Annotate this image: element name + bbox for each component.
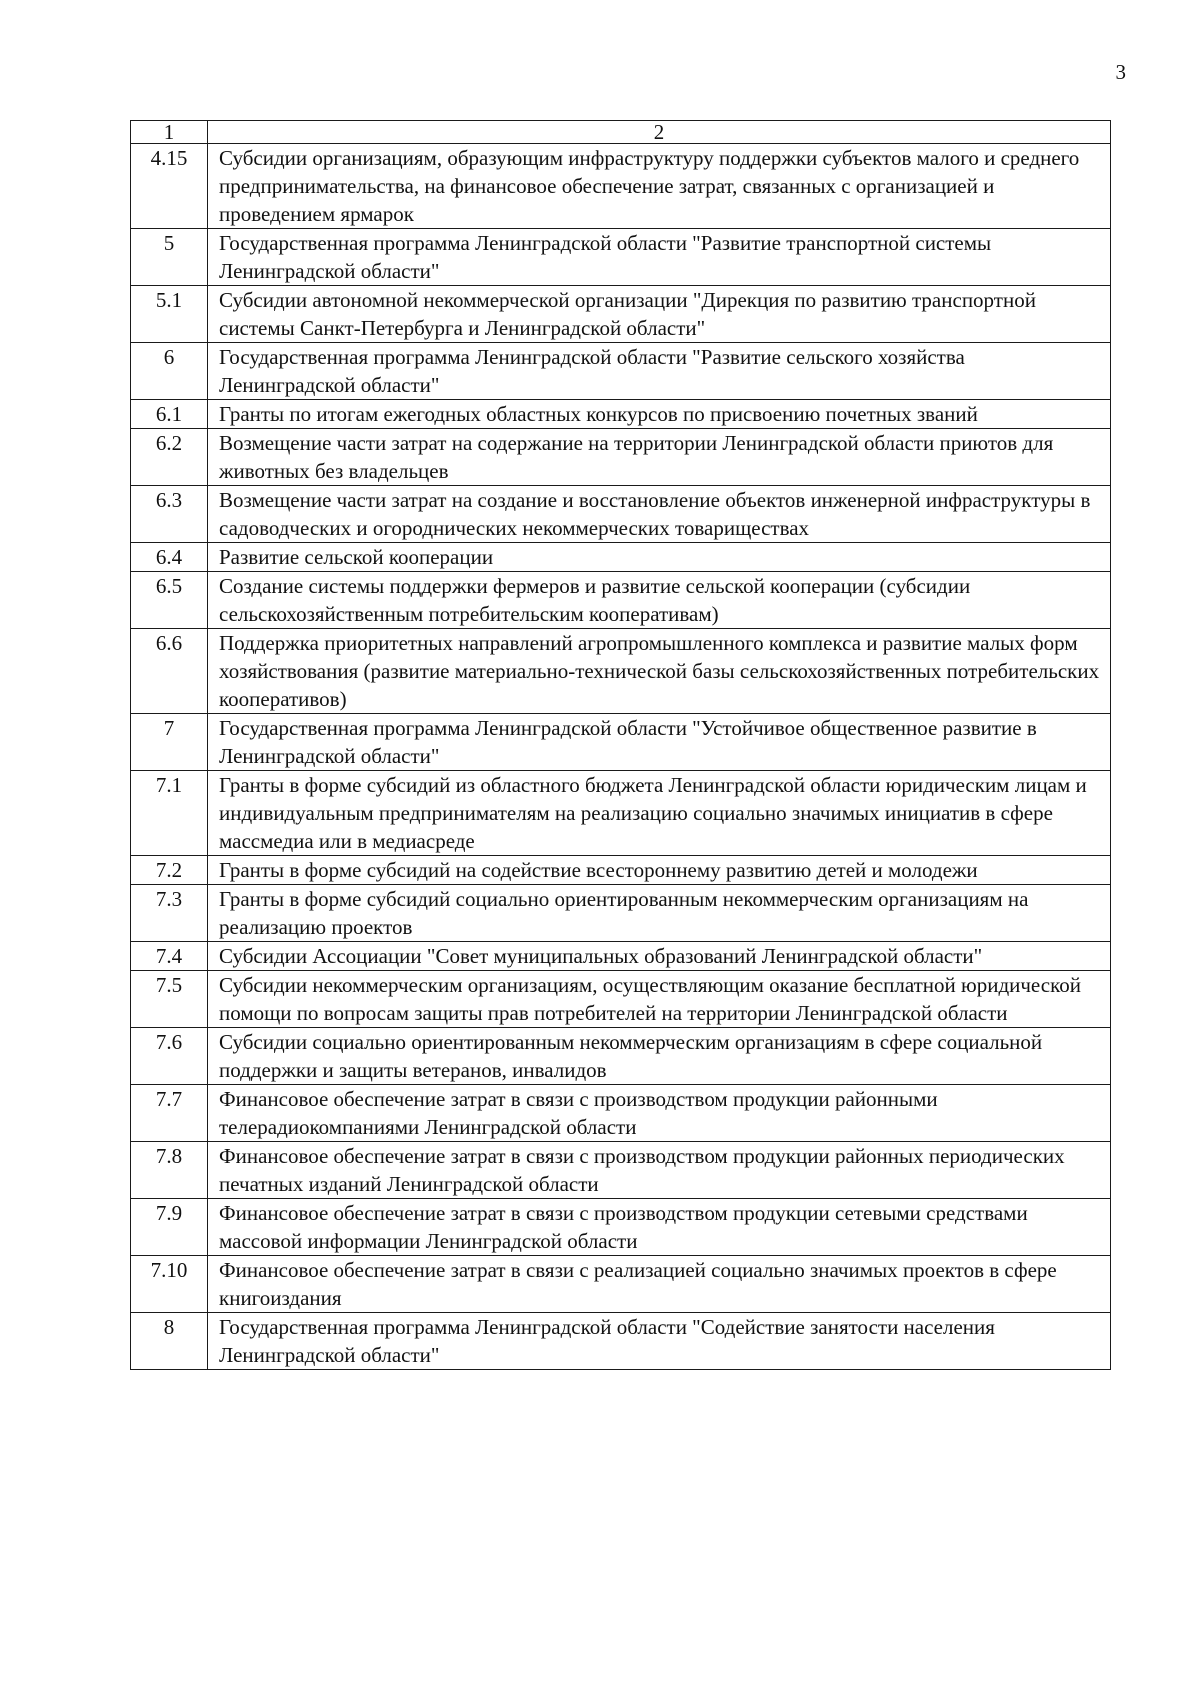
table-row [131,971,1111,1028]
table-row [131,286,1111,343]
row-description-cell: Гранты по итогам ежегодных областных конкурсов по присвоению почетных званий [208,400,1111,429]
row-description-cell: Государственная программа Ленинградской области "Развитие транспортной системы Ленинградской области" [208,229,1111,286]
row-description-cell: Создание системы поддержки фермеров и развитие сельской кооперации (субсидии сельскохозяйственным потребительским кооперативам) [208,572,1111,629]
table-row [131,1028,1111,1085]
page-number: 3 [1115,60,1126,84]
row-number-cell: 7.8 [131,1142,208,1199]
row-description-cell: Развитие сельской кооперации [208,543,1111,572]
table-row [131,942,1111,971]
row-description-cell: Финансовое обеспечение затрат в связи с производством продукции сетевыми средствами массовой информации Ленинградской области [208,1199,1111,1256]
subsidy-table [130,120,1111,1370]
row-number-cell: 7.5 [131,971,208,1028]
row-description-cell: Государственная программа Ленинградской области "Устойчивое общественное развитие в Ленинградской области" [208,714,1111,771]
table-row [131,144,1111,229]
row-description-cell: Субсидии социально ориентированным некоммерческим организациям в сфере социальной поддержки и защиты ветеранов, инвалидов [208,1028,1111,1085]
header-col-1: 1 [131,121,208,144]
table-row [131,1085,1111,1142]
table-row [131,885,1111,942]
row-number-cell: 7.9 [131,1199,208,1256]
header-row [131,121,1111,144]
row-description-cell: Субсидии Ассоциации "Совет муниципальных образований Ленинградской области" [208,942,1111,971]
table-row [131,572,1111,629]
row-number-cell: 6.3 [131,486,208,543]
table-header [131,121,1111,144]
row-number-cell: 7.10 [131,1256,208,1313]
table-row [131,486,1111,543]
row-number-cell: 6.1 [131,400,208,429]
table-row [131,429,1111,486]
table-row [131,629,1111,714]
row-description-cell: Финансовое обеспечение затрат в связи с производством продукции районных периодических печатных изданий Ленинградской области [208,1142,1111,1199]
row-number-cell: 7.3 [131,885,208,942]
row-description-cell: Возмещение части затрат на создание и восстановление объектов инженерной инфраструктуры в садоводческих и огороднических некоммерческих товариществах [208,486,1111,543]
row-description-cell: Субсидии автономной некоммерческой организации "Дирекция по развитию транспортной системы Санкт-Петербурга и Ленинградской области" [208,286,1111,343]
table-row [131,343,1111,400]
row-number-cell: 6.2 [131,429,208,486]
row-number-cell: 7.7 [131,1085,208,1142]
row-number-cell: 4.15 [131,144,208,229]
row-description-cell: Финансовое обеспечение затрат в связи с производством продукции районными телерадиокомпаниями Ленинградской области [208,1085,1111,1142]
row-description-cell: Гранты в форме субсидий социально ориентированным некоммерческим организациям на реализацию проектов [208,885,1111,942]
row-number-cell: 7.4 [131,942,208,971]
table-body [131,144,1111,1370]
row-description-cell: Государственная программа Ленинградской области "Содействие занятости населения Ленинградской области" [208,1313,1111,1370]
table-row [131,229,1111,286]
row-number-cell: 6 [131,343,208,400]
row-number-cell: 7.6 [131,1028,208,1085]
table-row [131,400,1111,429]
row-description-cell: Гранты в форме субсидий из областного бюджета Ленинградской области юридическим лицам и индивидуальным предпринимателям на реализацию социально значимых инициатив в сфере массмедиа или в медиасреде [208,771,1111,856]
row-number-cell: 7.2 [131,856,208,885]
row-number-cell: 7 [131,714,208,771]
table-row [131,1256,1111,1313]
table-row [131,856,1111,885]
table-row [131,714,1111,771]
row-number-cell: 8 [131,1313,208,1370]
row-number-cell: 5.1 [131,286,208,343]
row-description-cell: Субсидии некоммерческим организациям, осуществляющим оказание бесплатной юридической помощи по вопросам защиты прав потребителей на территории Ленинградской области [208,971,1111,1028]
row-description-cell: Финансовое обеспечение затрат в связи с реализацией социально значимых проектов в сфере книгоиздания [208,1256,1111,1313]
row-description-cell: Субсидии организациям, образующим инфраструктуру поддержки субъектов малого и среднего предпринимательства, на финансовое обеспечение затрат, связанных с организацией и проведением ярмарок [208,144,1111,229]
header-col-2: 2 [208,121,1111,144]
table-row [131,1313,1111,1370]
row-description-cell: Гранты в форме субсидий на содействие всестороннему развитию детей и молодежи [208,856,1111,885]
row-number-cell: 6.6 [131,629,208,714]
row-description-cell: Возмещение части затрат на содержание на территории Ленинградской области приютов для животных без владельцев [208,429,1111,486]
row-number-cell: 6.5 [131,572,208,629]
row-number-cell: 5 [131,229,208,286]
row-description-cell: Поддержка приоритетных направлений агропромышленного комплекса и развитие малых форм хозяйствования (развитие материально-технической базы сельскохозяйственных потребительских кооперативов) [208,629,1111,714]
table-row [131,543,1111,572]
row-number-cell: 7.1 [131,771,208,856]
table-row [131,771,1111,856]
table-row [131,1142,1111,1199]
row-description-cell: Государственная программа Ленинградской области "Развитие сельского хозяйства Ленинградской области" [208,343,1111,400]
table-row [131,1199,1111,1256]
row-number-cell: 6.4 [131,543,208,572]
